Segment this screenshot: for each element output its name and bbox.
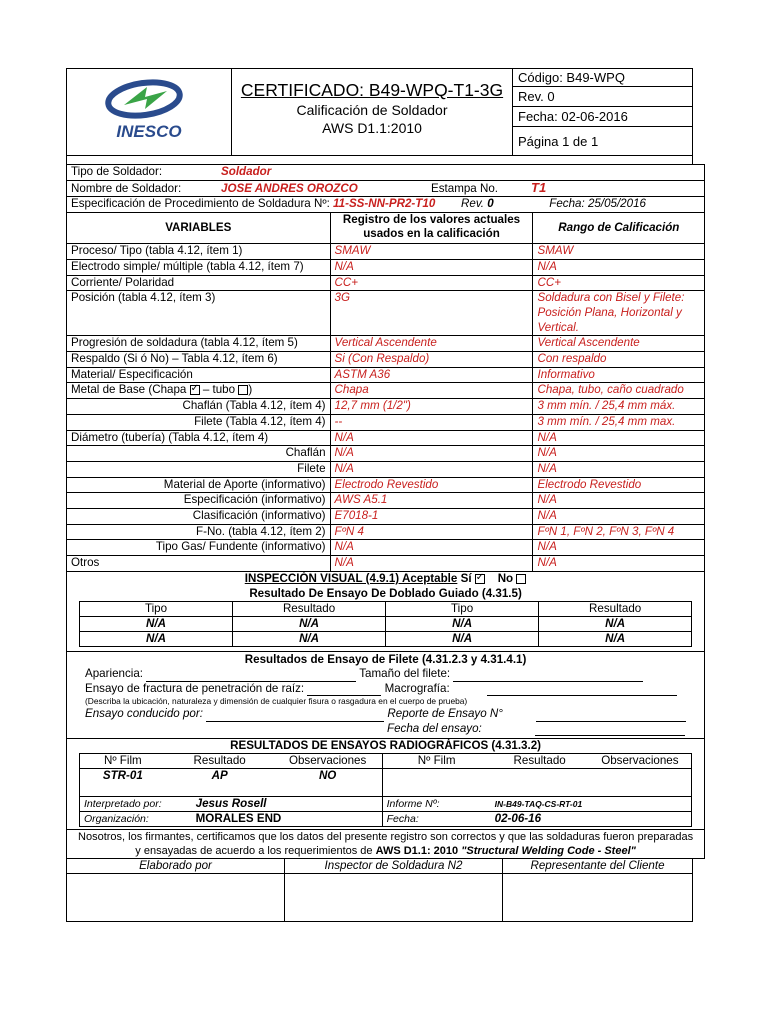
info-row-tipo <box>67 165 705 181</box>
espec-label: Especificación de Procedimiento de Soldadura Nº: <box>71 197 330 211</box>
tipo-value: Soldador <box>221 165 272 178</box>
inspeccion-row <box>67 571 705 586</box>
variable-rango: CC+ <box>533 275 705 291</box>
variable-rango: Electrodo Revestido <box>533 477 705 493</box>
rev-label: Rev. <box>461 197 485 211</box>
tamano-label: Tamaño del filete: <box>359 667 451 681</box>
variable-rango: N/A <box>533 509 705 525</box>
variable-label: Progresión de soldadura (tabla 4.12, ítem 5) <box>67 336 331 352</box>
variable-rango: Chapa, tubo, caño cuadrado <box>533 383 705 399</box>
inspeccion-si: Sí <box>460 571 472 585</box>
variable-label: Tipo Gas/ Fundente (informativo) <box>67 540 331 556</box>
doblado-cell: N/A <box>386 616 539 631</box>
variable-actual: CC+ <box>330 275 533 291</box>
variable-rango: Con respaldo <box>533 352 705 368</box>
variable-actual: Electrodo Revestido <box>330 477 533 493</box>
variable-rango: Informativo <box>533 367 705 383</box>
cert-line2c: "Structural Welding Code - Steel" <box>461 845 636 858</box>
variable-row <box>67 493 705 509</box>
filete-line3 <box>85 707 686 722</box>
variable-row <box>67 244 705 260</box>
variable-actual: N/A <box>330 540 533 556</box>
variable-rango: FºN 1, FºN 2, FºN 3, FºN 4 <box>533 524 705 540</box>
variable-actual: 3G <box>330 291 533 336</box>
logo-text: INESCO <box>116 121 182 141</box>
radio-fecha-label: Fecha: <box>382 812 491 827</box>
variable-actual: N/A <box>330 461 533 477</box>
info-row-nombre <box>67 180 705 197</box>
certificate-page <box>66 68 693 952</box>
apariencia-label: Apariencia: <box>85 667 144 681</box>
variable-row <box>67 414 705 430</box>
radio-title: RESULTADOS DE ENSAYOS RADIOGRÁFICOS (4.31.3.2) <box>230 739 542 753</box>
org-value: MORALES END <box>166 812 383 827</box>
certification-text <box>67 830 705 859</box>
variable-actual: Chapa <box>330 383 533 399</box>
signatures-table <box>66 859 693 922</box>
radio-header-obs: Observaciones <box>274 754 383 769</box>
variable-actual: ASTM A36 <box>330 367 533 383</box>
sign-inspector-label: Inspector de Soldadura N2 <box>285 859 503 874</box>
filete-section <box>67 651 705 739</box>
variable-rango: N/A <box>533 259 705 275</box>
variable-row <box>67 399 705 415</box>
fecha-value: 25/05/2016 <box>587 197 646 211</box>
variable-label: Posición (tabla 4.12, ítem 3) <box>67 291 331 336</box>
reporte-label: Reporte de Ensayo N° <box>387 707 503 721</box>
doblado-header: Tipo <box>386 601 539 616</box>
variable-actual: N/A <box>330 446 533 462</box>
doblado-cell: N/A <box>80 631 233 646</box>
variable-actual: FºN 4 <box>330 524 533 540</box>
radio-obs: NO <box>274 769 383 797</box>
filete-line2 <box>85 682 686 697</box>
informe-label: Informe Nº: <box>382 797 491 812</box>
conducido-label: Ensayo conducido por: <box>85 707 203 721</box>
variable-label: Material de Aporte (informativo) <box>67 477 331 493</box>
doblado-cell: N/A <box>80 616 233 631</box>
sign-cliente-box[interactable] <box>503 874 693 922</box>
doblado-row <box>80 631 692 646</box>
variable-label: Chaflán (Tabla 4.12, ítem 4) <box>67 399 331 415</box>
certificate-standard: AWS D1.1:2010 <box>322 120 422 136</box>
rango-heading: Rango de Calificación <box>533 213 705 244</box>
variable-row-posicion <box>67 291 705 336</box>
filete-line4 <box>85 722 686 737</box>
macro-label: Macrografía: <box>384 681 450 695</box>
logo-cell <box>67 69 232 156</box>
radio-fecha-value: 02-06-16 <box>491 812 692 827</box>
fecha-ensayo-label: Fecha del ensayo: <box>387 721 482 735</box>
pagina: Página 1 de 1 <box>513 127 693 156</box>
doblado-cell: N/A <box>386 631 539 646</box>
tipo-label: Tipo de Soldador: <box>71 165 163 178</box>
nombre-label: Nombre de Soldador: <box>71 181 182 195</box>
variable-row <box>67 509 705 525</box>
rango-line: Posición Plana, Horizontal y <box>537 305 682 319</box>
metal-base-label: Metal de Base (Chapa <box>71 383 187 397</box>
interp-label: Interpretado por: <box>80 797 166 812</box>
variable-label: Respaldo (Si ó No) – Tabla 4.12, ítem 6) <box>67 352 331 368</box>
rango-line: Vertical. <box>537 320 579 334</box>
variable-label: Otros <box>67 556 331 572</box>
estampa-label: Estampa No. <box>431 181 499 195</box>
si-checkbox[interactable] <box>475 574 485 584</box>
filete-note: (Describa la ubicación, naturaleza y dimensión de cualquier fisura o rasgadura en el cuerpo de prueba) <box>85 696 468 707</box>
variable-rango: SMAW <box>533 244 705 260</box>
variable-actual: 12,7 mm (1/2") <box>330 399 533 415</box>
variable-actual: -- <box>330 414 533 430</box>
radio-header-res: Resultado <box>166 754 274 769</box>
estampa-value: T1 <box>531 180 547 195</box>
doblado-row <box>80 616 692 631</box>
variable-rango: N/A <box>533 556 705 572</box>
variable-row <box>67 275 705 291</box>
variable-rango: N/A <box>533 493 705 509</box>
sign-inspector-box[interactable] <box>285 874 503 922</box>
filete-line1 <box>85 667 686 682</box>
radio-org-row <box>80 812 692 827</box>
sign-elaborado-box[interactable] <box>67 874 285 922</box>
variables-heading: VARIABLES <box>67 213 331 244</box>
variable-label: Chaflán <box>67 446 331 462</box>
variable-label: Material/ Especificación <box>67 367 331 383</box>
doblado-table <box>79 601 692 647</box>
radio-header-film: Nº Film <box>80 754 166 769</box>
variable-label: Diámetro (tubería) (Tabla 4.12, ítem 4) <box>67 430 331 446</box>
variable-rango: N/A <box>533 430 705 446</box>
variable-row <box>67 477 705 493</box>
radio-data-row <box>80 769 692 797</box>
inspeccion-title: INSPECCIÓN VISUAL (4.9.1) Aceptable <box>244 571 458 585</box>
registro-heading-line1: Registro de los valores actuales <box>342 213 521 227</box>
doblado-header-row <box>80 601 692 616</box>
doblado-cell: N/A <box>539 631 692 646</box>
variable-row <box>67 352 705 368</box>
variable-rango: N/A <box>533 446 705 462</box>
radio-header-film2: Nº Film <box>382 754 491 769</box>
doblado-cell: N/A <box>539 616 692 631</box>
variables-table <box>66 164 705 859</box>
variable-rango: Vertical Ascendente <box>533 336 705 352</box>
variable-rango: 3 mm mín. / 25,4 mm max. <box>533 414 705 430</box>
codigo: Código: B49-WPQ <box>513 69 693 87</box>
doblado-header: Tipo <box>80 601 233 616</box>
informe-value: IN-B49-TAQ-CS-RT-01 <box>491 797 692 812</box>
fractura-label: Ensayo de fractura de penetración de raíz: <box>85 681 305 695</box>
doblado-header: Resultado <box>233 601 386 616</box>
certificate-subtitle: Calificación de Soldador <box>296 102 448 118</box>
variable-actual: AWS A5.1 <box>330 493 533 509</box>
cert-line1: Nosotros, los firmantes, certificamos que los datos del presente registro son correctos y que las soldaduras fueron preparadas <box>78 831 694 844</box>
sign-elaborado-label: Elaborado por <box>67 859 285 874</box>
rango-line: Soldadura con Bisel y Filete: <box>537 291 685 305</box>
variable-rango: N/A <box>533 461 705 477</box>
org-label: Organización: <box>80 812 166 827</box>
radio-table <box>79 753 692 827</box>
radio-header-obs2: Observaciones <box>589 754 692 769</box>
tubo-label: – tubo <box>202 383 236 397</box>
variable-rango: N/A <box>533 540 705 556</box>
variable-label: Proceso/ Tipo (tabla 4.12, ítem 1) <box>67 244 331 260</box>
signatures-row <box>67 874 693 922</box>
radio-section <box>67 739 705 830</box>
sign-cliente-label: Representante del Cliente <box>503 859 693 874</box>
variables-header-row <box>67 213 705 244</box>
title-cell <box>232 69 513 156</box>
registro-heading-line2: usados en la calificación <box>363 227 500 241</box>
variable-row-metal-base <box>67 383 705 399</box>
macro-field[interactable] <box>487 695 677 696</box>
variable-actual: SMAW <box>330 244 533 260</box>
tubo-checkbox[interactable] <box>238 385 248 395</box>
variable-row <box>67 259 705 275</box>
variable-row <box>67 430 705 446</box>
variable-rango: 3 mm mín. / 25,4 mm máx. <box>533 399 705 415</box>
variable-label: Electrodo simple/ múltiple (tabla 4.12, ítem 7) <box>67 259 331 275</box>
conducido-field[interactable] <box>206 721 384 722</box>
inspeccion-no: No <box>497 571 514 585</box>
variable-actual: N/A <box>330 430 533 446</box>
certificate-title: CERTIFICADO: B49-WPQ-T1-3G <box>240 80 504 100</box>
fecha: Fecha: 02-06-2016 <box>513 107 693 127</box>
filete-title: Resultados de Ensayo de Filete (4.31.2.3 y 4.31.4.1) <box>244 652 527 666</box>
variable-row <box>67 446 705 462</box>
interp-value: Jesus Rosell <box>166 797 383 812</box>
header-table <box>66 68 693 156</box>
variable-label: Filete (Tabla 4.12, ítem 4) <box>67 414 331 430</box>
radio-header-row <box>80 754 692 769</box>
no-checkbox[interactable] <box>516 574 526 584</box>
doblado-header: Resultado <box>539 601 692 616</box>
fecha-label: Fecha: <box>549 197 585 211</box>
fecha-ensayo-field[interactable] <box>535 735 685 736</box>
registro-heading <box>330 213 533 244</box>
doblado-cell: N/A <box>233 631 386 646</box>
radio-interp-row <box>80 797 692 812</box>
nombre-value: JOSE ANDRES OROZCO <box>221 181 358 195</box>
variable-row <box>67 336 705 352</box>
variable-label: Especificación (informativo) <box>67 493 331 509</box>
variable-row <box>67 524 705 540</box>
radio-film: STR-01 <box>80 769 166 797</box>
variable-label: Filete <box>67 461 331 477</box>
variable-rango <box>533 291 705 336</box>
radio-res: AP <box>166 769 274 797</box>
variable-actual: N/A <box>330 259 533 275</box>
variable-label: F-No. (tabla 4.12, ítem 2) <box>67 524 331 540</box>
doblado-section <box>67 587 705 652</box>
variable-row <box>67 556 705 572</box>
variable-row <box>67 540 705 556</box>
variable-row <box>67 461 705 477</box>
variable-actual: Si (Con Respaldo) <box>330 352 533 368</box>
doblado-title: Resultado De Ensayo De Doblado Guiado (4.31.5) <box>249 586 522 600</box>
variable-label: Clasificación (informativo) <box>67 509 331 525</box>
cert-line2a: y ensayadas de acuerdo a los requerimientos de <box>135 845 373 858</box>
radio-header-res2: Resultado <box>491 754 589 769</box>
variable-actual: Vertical Ascendente <box>330 336 533 352</box>
inesco-logo-icon <box>89 75 209 145</box>
espec-value: 11-SS-NN-PR2-T10 <box>333 197 436 211</box>
chapa-checkbox[interactable] <box>190 385 200 395</box>
cert-line2b: AWS D1.1: 2010 <box>375 845 459 858</box>
variable-label: Metal de Base (Chapa ✓ – tubo ) <box>67 383 331 399</box>
variable-actual: E7018-1 <box>330 509 533 525</box>
info-row-especificacion <box>67 197 705 213</box>
variable-label: Corriente/ Polaridad <box>67 275 331 291</box>
revision: Rev. 0 <box>513 87 693 107</box>
variable-row <box>67 367 705 383</box>
doblado-cell: N/A <box>233 616 386 631</box>
rev-value: 0 <box>487 197 494 211</box>
signatures-header-row <box>67 859 693 874</box>
variable-actual: N/A <box>330 556 533 572</box>
